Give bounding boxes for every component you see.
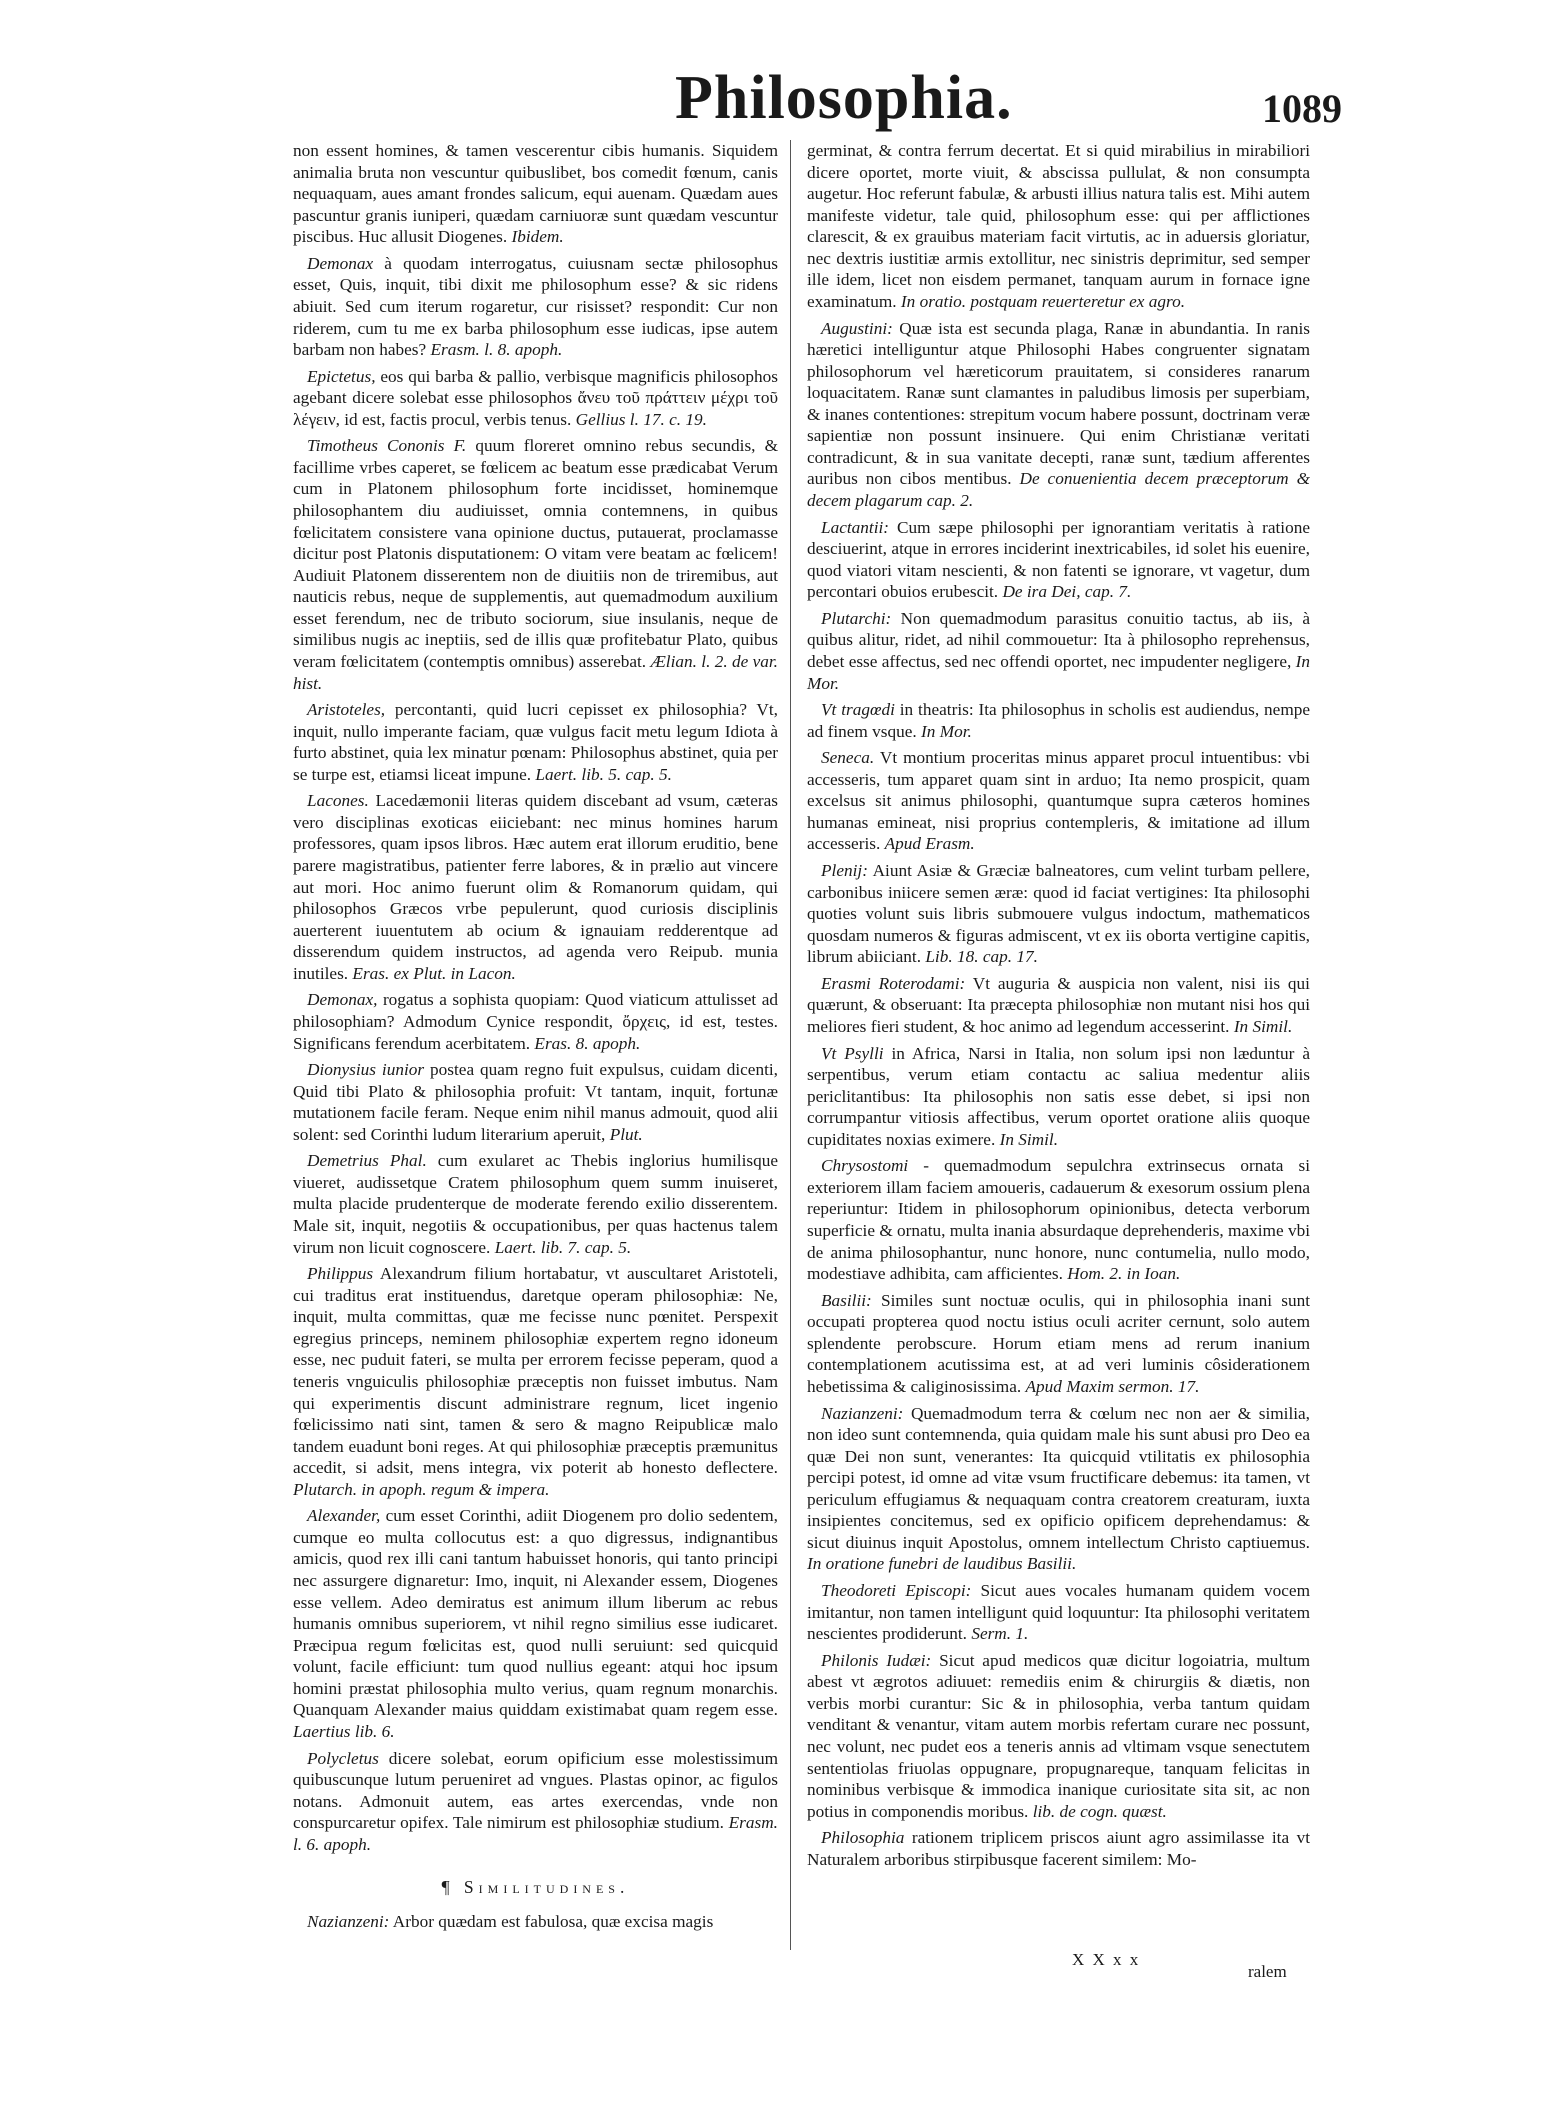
entry-head: Erasmi Roterodami: <box>821 973 966 993</box>
entry-head: Chrysostomi <box>821 1156 909 1176</box>
entry-text: Alexandrum filium hortabatur, vt auscultaret Aristoteli, cui traditus erat instituendus, daretque operam philosophiæ: Ne, inquit, multa committas, quæ me fecisse nunc pœnitet. Perspexit egregius princeps, neminem philosophiæ expertem regno idoneum esse, nec puduit fateri, se multa per errorem fecisse peperam, quod a teneris vnguiculis philosophiæ præceptis non fuisset imbutus. Nam qui experimentis discunt administrare regnum, licet ingenio fœlicissimo nati sint, tamen & sero & magno Reipublicæ malo tandem euadunt boni reges. At qui philosophiæ præceptis præmunitus accedit, si adsit, mens integra, vix poterit ab honesto deflectere. <box>293 1264 778 1478</box>
entry-text: Similes sunt noctuæ oculis, qui in philosophia inani sunt occupati propterea quod noctu istius oculi acriter cernunt, solo autem splendente perobscure. Horum etiam mens ad rerum inanium contemplationem acutissima est, at ad veri luminis côsiderationem hebetissima & caliginosissima. <box>807 1290 1311 1396</box>
entry <box>293 1263 778 1500</box>
entry-reference: De ira Dei, cap. 7. <box>1002 582 1132 602</box>
entry-reference: Ibidem. <box>511 227 564 247</box>
entry-head: Timotheus Cononis F. <box>307 436 467 456</box>
entry-reference: De conuenientia decem præceptorum & decem plagarum cap. 2. <box>807 469 1310 510</box>
entry-head: Dionysius iunior <box>307 1060 425 1080</box>
entry-head: Demetrius Phal. <box>307 1151 427 1171</box>
column-divider <box>790 140 791 1950</box>
entry-reference: Eras. ex Plut. in Lacon. <box>352 963 516 983</box>
entry-reference: In Mor. <box>921 721 972 741</box>
entry-text: eos qui barba & pallio, verbisque magnificis philosophos agebant dicere solebat esse philosophos ἄνευ τοῦ πράττειν μέχρι τοῦ λέγειν, id est, factis procul, verbis tenus. <box>293 366 778 429</box>
catchword: ralem <box>1248 1962 1287 1981</box>
entry-reference: Laertius lib. 6. <box>293 1721 395 1741</box>
entry-reference: Serm. 1. <box>971 1624 1029 1644</box>
entry-reference: In oratione funebri de laudibus Basilii. <box>807 1554 1077 1574</box>
entry-reference: Gellius l. 17. c. 19. <box>575 409 707 429</box>
left-tail-entry <box>293 1911 778 1933</box>
entry-head: Demonax <box>307 253 374 273</box>
entry <box>807 1403 1310 1576</box>
entry-head: Nazianzeni: <box>821 1403 904 1423</box>
entry-text: Vt montium proceritas minus apparet procul intuentibus: vbi accesseris, tum apparet quam sint in arduo; Ita nemo prospicit, quam excelsus sit animus philosophi, quantumque supra cæteros homines humanas emineat, nisi proprius contempleris, & imitatione ad illum accesseris. <box>807 748 1310 854</box>
entry <box>807 747 1310 855</box>
entry-text: quum floreret omnino rebus secundis, & facillime vrbes caperet, se fœlicem ac beatum esse prædicabat Verum cum in Platonem philosophum forte incidisset, hominemque philosophantem diu audiuisset, omnia contemnens, in quibus fœlicitatem consistere vana opinione ductus, putauerat, proclamasse dicitur post Platonis disputationem: O vitam vere beatam ac fœlicem! Audiuit Platonem disserentem non de diuitiis non de triremibus, aut nauticis rebus, neque de supplementis, aut quemadmodum auxilium esset ferendum, nec de tributo sociorum, siue insulanis, neque de similibus nugis ac ineptiis, sed de illis quæ profitebatur Plato, quibus veram fœlicitatem (contemptis omnibus) asserebat. <box>293 436 778 671</box>
entry-text: Vt auguria & auspicia non valent, nisi iis qui quærunt, & obseruant: Ita præcepta philosophiæ non mutant nisi hos qui meliores fieri student, & hoc animo ad legendum accesserint. <box>807 973 1310 1036</box>
entry <box>807 1155 1310 1284</box>
entry-reference: In Mor. <box>807 651 1311 693</box>
entry-reference: Apud Erasm. <box>884 834 975 854</box>
entry-text: cum exularet ac Thebis inglorius humilisque viueret, audissetque Cratem philosophum quem summ inuiseret, multa placide prudenterque de moderate ferendo exilio disserentem. Male sit, inquit, negotiis & occupationibus, per quas hactenus talem virum non licuit cognoscere. <box>293 1151 779 1257</box>
entry-head: Epictetus, <box>307 366 376 386</box>
signature-mark: X X x x <box>1072 1950 1141 1969</box>
section-subheading: ¶ Similitudines. <box>441 1877 630 1898</box>
entry-text: dicere solebat, eorum opificium esse molestissimum quibuscunque lutum perueniret ad vngues. Plastas opinor, ac figulos notans. Admonuit autem, eas artes exercendas, vnde non conspurcaretur opifex. Tale nimirum est philosophiæ studium. <box>293 1748 779 1833</box>
entry-text: in Africa, Narsi in Italia, non solum ipsi non læduntur à serpentibus, verum etiam contactu ac saliua medentur aliis periclitantibus: Ita philosophis non satis esse debet, si ipsi non corrumpantur vitiosis affectibus, verum oportet oratione aliis quoque cupiditates noxias eximere. <box>807 1043 1310 1149</box>
entry-text: Aiunt Asiæ & Græciæ balneatores, cum velint turbam pellere, carbonibus iniicere semen æræ: quod id faciat vertigines: Ita philosophi quoties volunt suis libris submouere vulgus indoctum, mathematicos quosdam numeros & figuras admiscent, vt ex iis oborta vertigine capitis, librum abiiciant. <box>807 861 1310 967</box>
entry-head: Augustini: <box>821 318 893 338</box>
entry-reference: In Simil. <box>999 1129 1059 1149</box>
entry-head: Lacones. <box>307 791 369 811</box>
entry-head: Basilii: <box>821 1290 872 1310</box>
entry-text: Sicut aues vocales humanam quidem vocem imitantur, non tamen intelligunt quid loquuntur: Ita philosophi veritatem nescientes prodiderunt. <box>807 1581 1310 1644</box>
entry-text: Quæ ista est secunda plaga, Ranæ in abundantia. In ranis hæretici intelliguntur atque Philosophi Habes congruenter signatam philosophorum vel hæreticorum prauitatem, si consideres ranarum loquacitatem. Ranæ sunt clamantes in paludibus limosis per superbiam, & inanes contentiones: strepitum vocum habere possunt, doctrinam veræ sapientiæ non possunt insinuere. Qui enim Christianæ veritati contradicunt, & in sua vanitate decepti, ranæ sunt, tædium afferentes auribus non cibos mentibus. <box>807 318 1310 489</box>
entry-text: Sicut apud medicos quæ dicitur logoiatria, multum abest vt ægrotos adiuuet: remediis enim & chirurgiis & diætis, non verbis morbi curantur: Sic & in philosophia, verba tantum quidam venditant & venantur, vitam autem morbis refertam curare nec possunt, nec volunt, nec pudet eos a teneris annis ad vltimam vsque senectutem sententiolas friuolas oppugnare, propugnareque, tanquam felicitas in nominibus verbisque & immodica inanique curiositate sita sit, ac non potius in componendis moribus. <box>807 1650 1310 1821</box>
entry <box>293 140 778 248</box>
entry-reference: Laert. lib. 7. cap. 5. <box>494 1237 632 1257</box>
entry-reference: Plutarch. in apoph. regum & impera. <box>293 1479 550 1499</box>
entry <box>807 1580 1310 1645</box>
entry-reference: Lib. 18. cap. 17. <box>925 947 1038 967</box>
entry-head: Seneca. <box>821 748 875 768</box>
entry-head: Vt Psylli <box>821 1043 884 1063</box>
entry-reference: In Simil. <box>1233 1016 1293 1036</box>
entry <box>293 1150 778 1258</box>
entry <box>807 140 1310 313</box>
entry-head: Theodoreti Episcopi: <box>821 1581 972 1600</box>
entry-text: Lacedæmonii literas quidem discebant ad vsum, cæteras vero disciplinas exoticas eiiciebant: nec minus homines harum professores, quam ipsos libros. Hæc autem erat illorum eruditio, bene parere magistratibus, patienter ferre labores, & in prælio aut vincere aut mori. Hoc animo fuerunt olim & Romanorum quidam, qui philosophos Græcos vrbe pepulerunt, quod curiosis disciplinis auerterent iuuentutem ab ocium & ignauiam redderentque ad disserendum quidem instructos, ad agenda vero Reipub. munia inutiles. <box>293 791 779 983</box>
entry-reference: Ælian. l. 2. de var. hist. <box>293 651 778 693</box>
entry-text: Non quemadmodum parasitus conuitio tactus, ab iis, à quibus alitur, ridet, ad nihil commouetur: Ita à philosopho reprehensus, debet esse affectus, sed nec offendi oportet, nec impudenter negligere, <box>807 608 1310 671</box>
right-entries <box>807 140 1310 1870</box>
entry-reference: Hom. 2. in Ioan. <box>1067 1264 1181 1284</box>
entry-reference: Erasm. l. 6. apoph. <box>293 1813 778 1854</box>
entry <box>293 435 778 694</box>
entry <box>293 790 778 984</box>
left-entries <box>293 140 778 1855</box>
entry-text: à quodam interrogatus, cuiusnam sectæ philosophus esset, Quis, inquit, tibi dixit me philosophum esse? & sic ridens abiuit. Sed cum iterum rogaretur, cur risisset? respondit: Cur non riderem, cum tu me ex barba philosophum esse iudicas, ipse autem barbam non habes? <box>293 253 778 360</box>
entry-text: rationem triplicem priscos aiunt agro assimilasse ita vt Naturalem arboribus stirpibusque facerent similem: Mo- <box>807 1828 1310 1869</box>
entry <box>807 1827 1310 1870</box>
entry-head: Nazianzeni: <box>307 1911 390 1931</box>
entry <box>807 1290 1310 1398</box>
entry-head: Philippus <box>307 1264 374 1284</box>
entry-text: percontanti, quid lucri cepisset ex philosophia? Vt, inquit, nullo imperante faciam, quæ vulgus facit metu legum Idiota à furto abstinet, quia lex minatur pœnam: Philosophus abstinet, quia per se turpe est, etiamsi liceat impune. <box>293 700 778 784</box>
entry <box>807 517 1310 603</box>
entry <box>807 1650 1310 1823</box>
entry-text: postea quam regno fuit expulsus, cuidam dicenti, Quid tibi Plato & philosophia profuit: Vt tantam, inquit, fortunæ mutationem facile feram. Neque enim nihil manus admouit, quod alii solent: sed Corinthi ludum literarium aperuit, <box>293 1060 778 1144</box>
entry-text: Arbor quædam est fabulosa, quæ excisa magis <box>392 1911 714 1931</box>
entry <box>293 699 778 785</box>
entry <box>293 1748 778 1856</box>
entry-text: in theatris: Ita philosophus in scholis est audiendus, nempe ad finem vsque. <box>807 700 1311 741</box>
entry <box>293 1059 778 1145</box>
entry-reference: lib. de cogn. quæst. <box>1032 1801 1167 1821</box>
entry-text: rogatus a sophista quopiam: Quod viaticum attulisset ad philosophiam? Admodum Cynice respondit, ὄρχεις, id est, testes. Significans ferendum acerbitatem. <box>293 990 778 1053</box>
page-header <box>0 55 1565 155</box>
left-column <box>293 140 778 1937</box>
entry <box>293 366 778 431</box>
entry-head: Aristoteles, <box>307 700 386 720</box>
entry-head: Vt tragœdi <box>821 700 895 720</box>
page-number: 1089 <box>1262 86 1342 131</box>
entry-head: Plutarchi: <box>821 608 892 628</box>
entry <box>807 1043 1310 1151</box>
entry-text: cum esset Corinthi, adiit Diogenem pro dolio sedentem, cumque eo multa collocutus est: a quo digressus, indignantibus amicis, quod rex illi cani tantum habuisset honoris, qui tanto principi nec assurgere dignaretur: Imo, inquit, ni Alexander essem, Diogenes esse vellem. Adeo demiratus est animum illum liberum ac rebus humanis omnibus superiorem, vt nihil regno similius esse iudicaret. Præcipua regum fœlicitas est, quod nulli seruiunt: sed quicquid volunt, facile efficiunt: tum quod nullius egeant: atqui hoc ipsum homini præstat philosophia multo verius, quam regnum monarchis. Quanquam Alexander maius quiddam existimabat quam regem esse. <box>293 1506 778 1720</box>
entry-head: Philonis Iudæi: <box>821 1650 932 1670</box>
entry <box>293 989 778 1054</box>
entry-reference: In oratio. postquam reuerteretur ex agro. <box>900 291 1186 311</box>
right-column <box>807 140 1310 1875</box>
entry <box>293 1505 778 1742</box>
entry <box>293 253 778 361</box>
entry-text: non essent homines, & tamen vescerentur cibis humanis. Siquidem animalia bruta non vescuntur quibuslibet, bos comedit fœnum, canis nequaquam, aues amant frondes salicum, equi auenam. Quædam aues pascuntur granis iuniperi, quædam carniuoræ sunt quædam vescuntur piscibus. Huc allusit Diogenes. <box>293 141 778 247</box>
entry-head: Alexander, <box>307 1506 381 1526</box>
entry-text: Quemadmodum terra & cœlum nec non aer & similia, non ideo sunt contemnenda, quia quidam male his sunt abusi pro Deo ea quæ Dei non sunt, venerantes: Ita quicquid vtilitatis ex philosophia percipi potest, id omne ad vitæ vsum fructificare debemus: ita tamen, vt periculum effugiamus & nequaquam contra creatorem creaturam, iuxta insipientes concitemus, sed ex opificio opificem deprehendamus: & sicut diuinus inquit Apostolus, omnem intellectum Christo captiuemus. <box>807 1403 1310 1552</box>
entry-text: - quemadmodum sepulchra extrinsecus ornata si exteriorem illam faciem amoueris, cadauerum & exesorum ossium plena reperiuntur: Itidem in philosophorum opinionibus, detecta verborum superficie & ornatu, multa inania absurdaque deprehenderis, maxime vbi de anima philosophantur, nunc honore, nunc contumelia, nullo modo, modestiave adhibita, cam afficientes. <box>807 1156 1311 1284</box>
entry <box>807 318 1310 512</box>
entry-reference: Apud Maxim sermon. 17. <box>1025 1376 1200 1396</box>
entry-head: Philosophia <box>821 1828 905 1848</box>
entry <box>807 608 1310 694</box>
entry <box>807 973 1310 1038</box>
entry-reference: Plut. <box>609 1124 643 1144</box>
running-title: Philosophia. <box>675 64 1013 132</box>
entry-text: Cum sæpe philosophi per ignorantiam veritatis à ratione desciuerint, atque in errores inciderint inextricabiles, id solet his euenire, quod viatori vitam nescienti, & non fatenti se ignorare, vt vagetur, dum percontari obuios erubescit. <box>807 517 1310 602</box>
entry-head: Polycletus <box>307 1748 379 1768</box>
entry-reference: Erasm. l. 8. apoph. <box>430 340 563 360</box>
entry <box>807 699 1310 742</box>
entry <box>807 860 1310 968</box>
entry-head: Demonax, <box>307 990 378 1010</box>
entry-reference: Eras. 8. apoph. <box>534 1033 641 1053</box>
entry-head: Plenij: <box>821 861 868 880</box>
entry-text: germinat, & contra ferrum decertat. Et si quid mirabilius in mirabiliori dicere oportet, morte viuit, & abscissa pullulat, & non consumpta augetur. Hoc referunt fabulæ, & arbusti illius natura talis est. Mihi autem manifeste videtur, tale quid, philosophum esse: qui per afflictiones clarescit, & ex grauibus materiam facit virtutis, ac in aduersis gloriatur, nec dextris iustitiæ armis extollitur, nec sinistris deprimitur, sed semper ille idem, licet non eisdem permanet, tanquam aurum in fornace igne examinatum. <box>807 141 1311 311</box>
entry-reference: Laert. lib. 5. cap. 5. <box>535 764 672 784</box>
entry-head: Lactantii: <box>821 517 890 537</box>
